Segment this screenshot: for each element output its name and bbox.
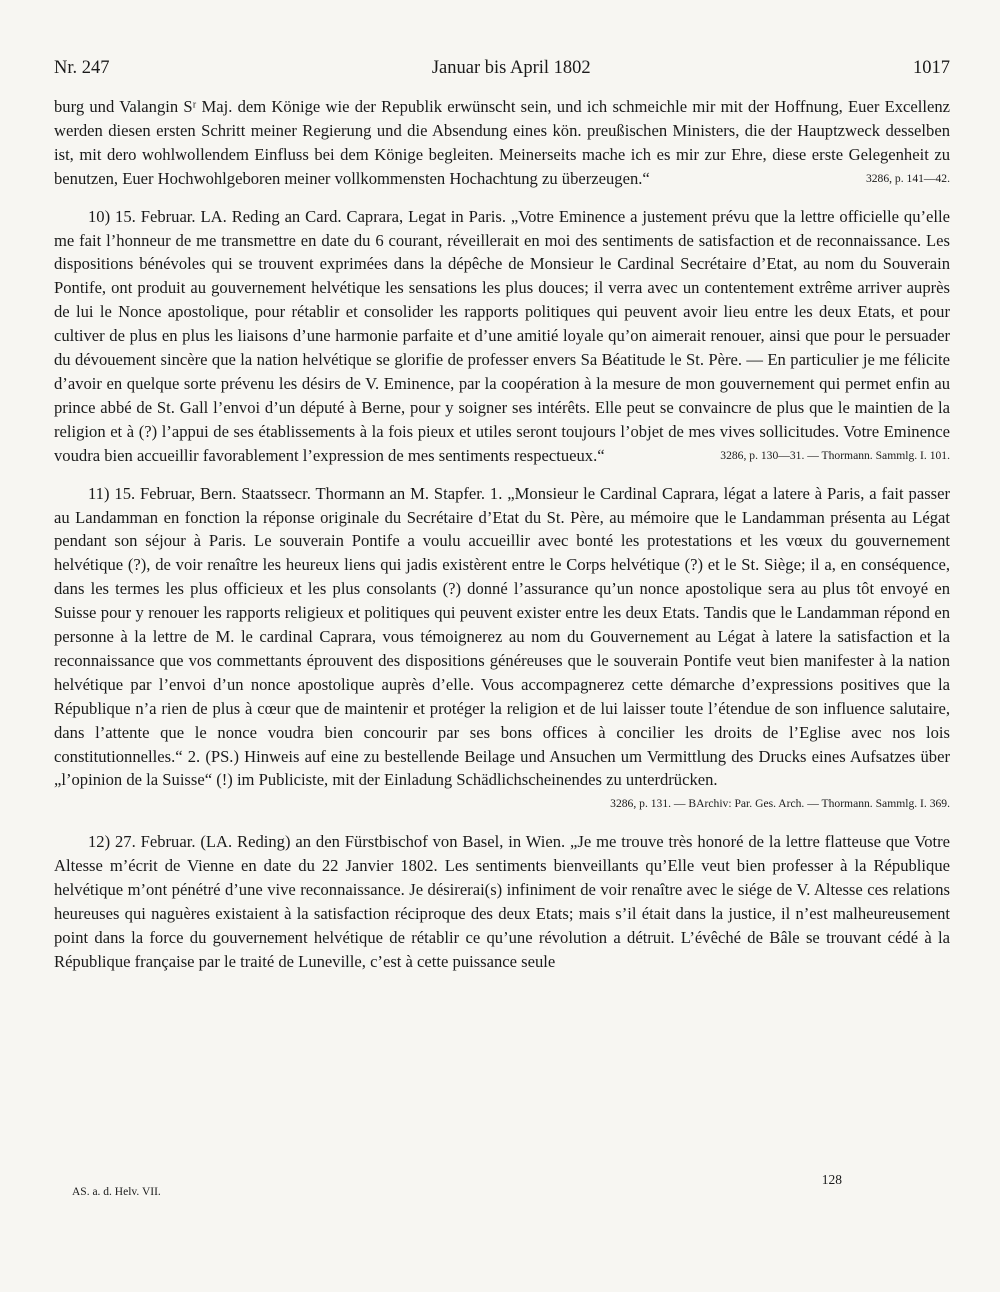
paragraph-continuation bbox=[54, 95, 950, 191]
source-reference: 3286, p. 130—31. — Thormann. Sammlg. I. 101. bbox=[720, 448, 950, 462]
source-reference: 3286, p. 131. — BArchiv: Par. Ges. Arch. — Thormann. Sammlg. I. 369. bbox=[610, 797, 950, 811]
source-reference: 3286, p. 141—42. bbox=[865, 171, 950, 185]
paragraph-10 bbox=[54, 205, 950, 468]
paragraph-text: 12) 27. Februar. (LA. Reding) an den Fürstbischof von Basel, in Wien. „Je me trouve très honoré de la lettre flatteuse que Votre Altesse m’écrit de Vienne en date du 22 Janvier 1802. Les sentiments bienveillants qu’Elle veut bien professer à la République helvétique m’ont pénétré d’une vive reconnaissance. Je désirerai(s) infiniment de voir renaître avec le siége de V. Altesse ces relations heureuses qui naguères existaient à la satisfaction réciproque des deux Etats; mais s’il était dans la justice, il n’est malheureusement point dans la force du gouvernement helvétique de rétablir ce qu’une révolution a détruit. L’évêché de Bâle se trouvant cédé à la République française par le traité de Luneville, c’est à cette puissance seule bbox=[54, 832, 950, 971]
paragraph-11 bbox=[54, 482, 950, 811]
signature-mark: AS. a. d. Helv. VII. bbox=[72, 1186, 161, 1198]
running-title: Januar bis April 1802 bbox=[431, 58, 591, 78]
paragraph-12 bbox=[54, 830, 950, 973]
running-head bbox=[54, 58, 950, 79]
entry-number: Nr. 247 bbox=[54, 58, 110, 78]
page-number: 1017 bbox=[913, 58, 950, 78]
paragraph-text: 10) 15. Februar. LA. Reding an Card. Caprara, Legat in Paris. „Votre Eminence a justement prévu que la lettre officielle qu’elle me fait l’honneur de me transmettre en date du 6 courant, réveillerait en moi des sentiments de satisfaction et de reconnaissance. Les dispositions bénévoles qui se trouvent exprimées dans la dépêche de Monsieur le Cardinal Secrétaire d’Etat, au nom du Souverain Pontife, ont produit au gouvernement helvétique les sensations les plus douces; il verra avec un contentement extrême arriver auprès de lui le Nonce apostolique, pour rétablir et consolider les rapports politiques qui peuvent avoir lieu entre les deux Etats, et pour cultiver de plus en plus les liaisons d’une harmonie parfaite et d’une amitié loyale qu’on aimerait renouer, ainsi que pour le persuader du dévouement sincère que la nation helvétique se glorifie de professer envers Sa Béatitude le St. Père. — En particulier je me félicite d’avoir en quelque sorte prévenu les désirs de V. Eminence, par la coopération à la mesure de mon gouvernement qui permet enfin au prince abbé de St. Gall l’envoi d’un député à Berne, pour y soigner ses intérêts. Elle peut se convaincre de plus que le maintien de la religion et à (?) l’appui de ses établissements à la fois pieux et utiles seront toujours l’objet de mes vives sollicitudes. Votre Eminence voudra bien accueillir favorablement l’expression de mes sentiments respectueux.“ bbox=[54, 206, 950, 465]
signature-number: 128 bbox=[821, 1172, 842, 1187]
body-text bbox=[54, 95, 950, 974]
paragraph-text: burg und Valangin Sʳ Maj. dem Könige wie der Republik erwünscht sein, und ich schmeichle mir mit der Hoffnung, Euer Excellenz werden diesen ersten Schritt meiner Regierung und die Absendung eines kön. preußischen Ministers, die der Hauptzweck desselben ist, mit dero wohlwollendem Einfluss bei dem Könige begleiten. Meinerseits mache ich es mir zur Ehre, diese erste Gelegenheit zu benutzen, Euer Hochwohlgeboren meiner vollkommensten Hochachtung zu überzeugen.“ bbox=[54, 97, 950, 188]
paragraph-text: 11) 15. Februar, Bern. Staatssecr. Thormann an M. Stapfer. 1. „Monsieur le Cardinal Caprara, légat a latere à Paris, a fait passer au Landamman en fonction la réponse originale du Secrétaire d’Etat du St. Père, au mémoire que le Landamman présenta au Légat pendant son séjour à Paris. Le souverain Pontife a voulu accueillir avec bonté les protestations et les vœux du gouvernement helvétique (?), de voir renaître les heureux liens qui jadis existèrent entre le Corps helvétique (?) et le St. Siège; il a, en conséquence, dans les termes les plus officieux et les plus consolants (?) donné l’assurance qu’un nonce apostolique sera au plus tôt envoyé en Suisse pour y renouer les rapports religieux et politiques qui peuvent exister entre les deux Etats. Tandis que le Landamman répond en personne à la lettre de M. le cardinal Caprara, vous témoignerez au nom du Gouvernement au Légat à latere la satisfaction et la reconnaissance que vos commettants éprouvent des dispositions généreuses que le souverain Pontife veut bien manifester à la nation helvétique par l’envoi d’un nonce apostolique auprès d’elle. Vous accompagnerez cette démarche d’expressions positives que la République n’a rien de plus à cœur que de maintenir et protéger la religion et de lui laisser toute l’étendue de son influence salutaire, dans l’attente que le nonce voudra bien concourir par ses bons offices à concilier les droits de l’Eglise avec nos lois constitutionnelles.“ 2. (PS.) Hinweis auf eine zu bestellende Beilage und Ansuchen um Vermittlung des Drucks eines Aufsatzes über „l’opinion de la Suisse“ (!) im Publiciste, mit der Einladung Schädlichscheinendes zu unterdrücken. bbox=[54, 483, 950, 790]
